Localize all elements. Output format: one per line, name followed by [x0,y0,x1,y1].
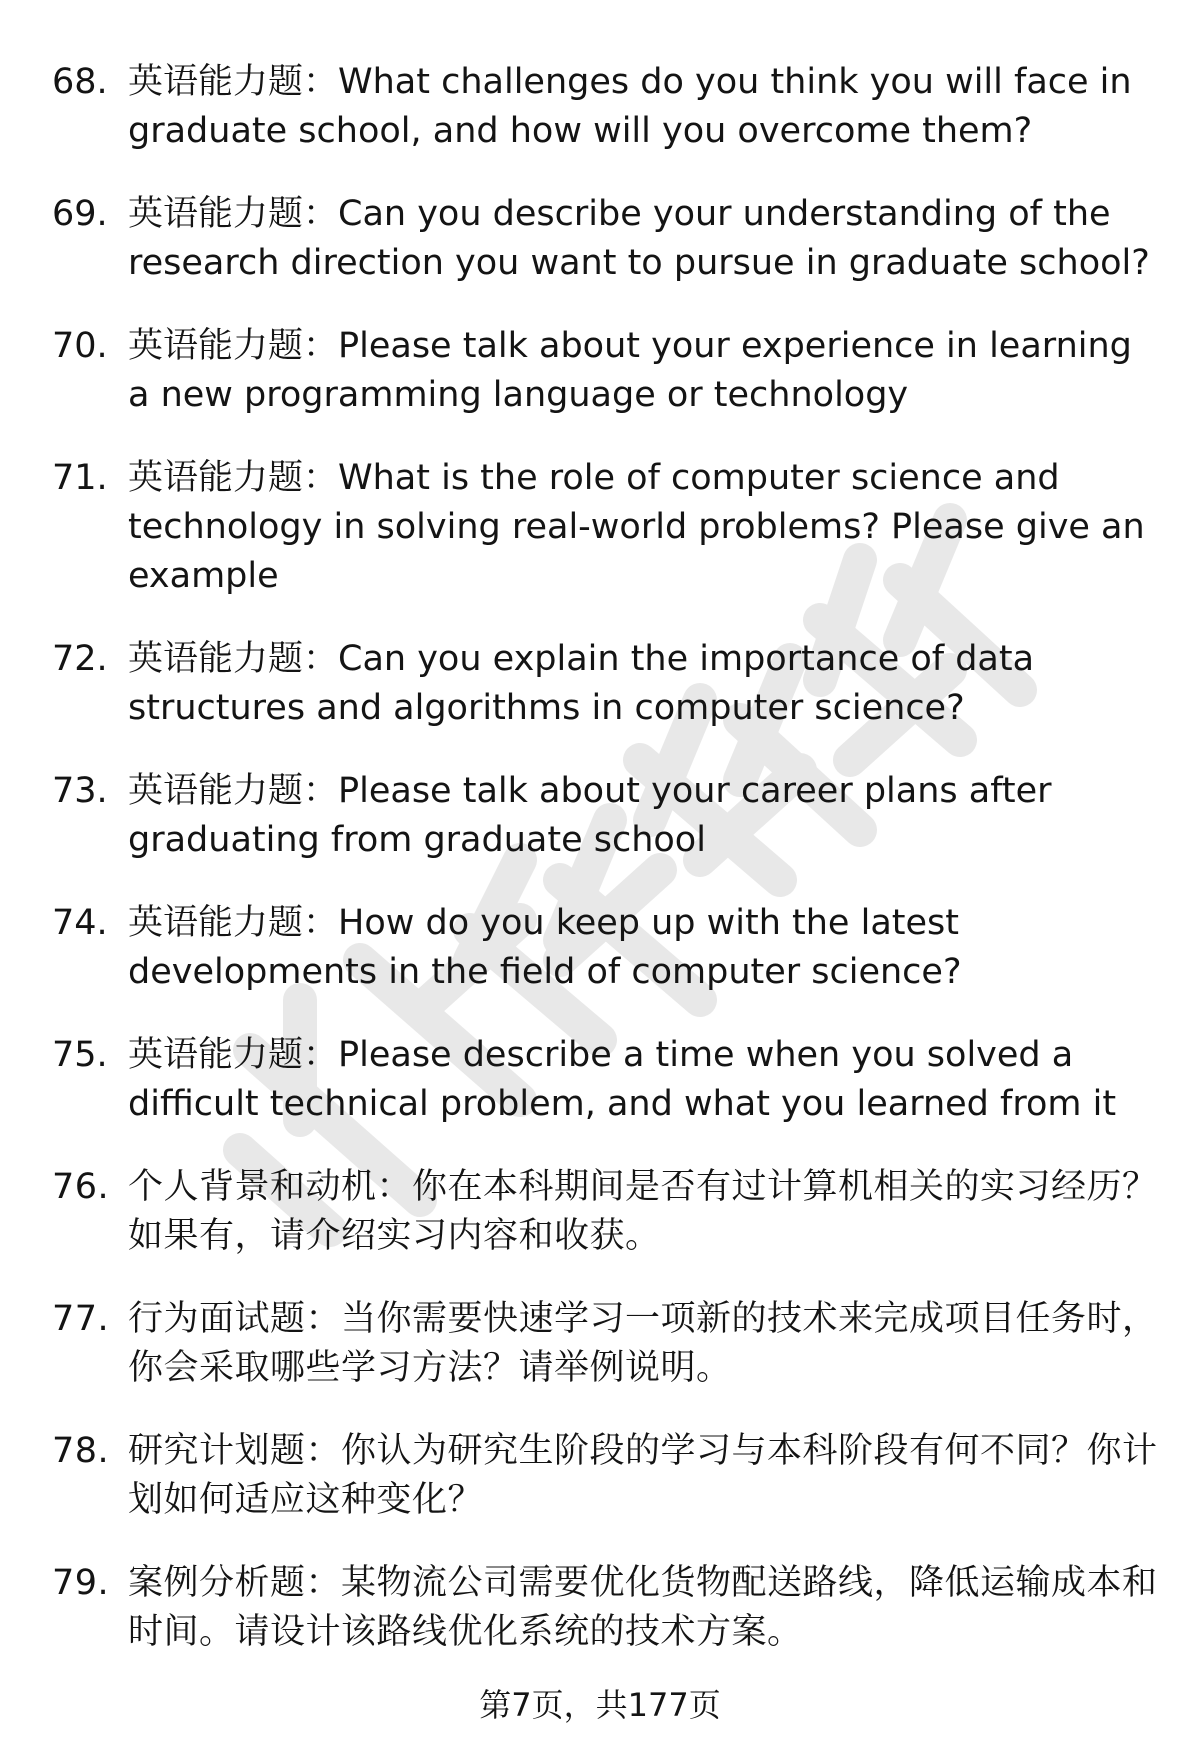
question-text: How do you keep up with the latest developments in the field of computer science? [128,903,962,992]
question-category: 行为面试题： [128,1299,342,1339]
question-text: Can you describe your understanding of the research direction you want to pursue in graduate school? [128,194,1150,283]
question-item [0,899,1200,997]
question-category: 英语能力题： [128,903,339,943]
question-category: 英语能力题： [128,326,339,366]
question-category: 英语能力题： [128,771,339,811]
question-category: 研究计划题： [128,1431,342,1471]
question-text: Can you explain the importance of data structures and algorithms in computer science? [128,639,1035,728]
question-number: 78. [52,1431,110,1471]
question-category: 案例分析题： [128,1563,342,1603]
question-number: 72. [52,639,108,679]
question-text: What challenges do you think you will face in graduate school, and how will you overcome them? [128,62,1132,151]
question-item [0,1295,1200,1393]
question-item [0,58,1200,156]
question-text: 你在本科期间是否有过计算机相关的实习经历？如果有，请介绍实习内容和收获。 [128,1167,1158,1256]
question-number: 74. [52,903,108,943]
page-number-label: 第7页，共177页 [479,1686,721,1724]
question-number: 75. [52,1035,108,1075]
question-item [0,1559,1200,1657]
question-number: 69. [52,194,108,234]
question-category: 英语能力题： [128,1035,339,1075]
question-item [0,322,1200,420]
question-number: 76. [52,1167,110,1207]
question-number: 70. [52,326,108,366]
question-text: 某物流公司需要优化货物配送路线，降低运输成本和时间。请设计该路线优化系统的技术方案。 [128,1563,1158,1652]
question-text: Please talk about your experience in learning a new programming language or technology [128,326,1132,415]
question-item [0,1427,1200,1525]
question-category: 英语能力题： [128,639,339,679]
question-item [0,454,1200,601]
question-number: 71. [52,458,108,498]
question-number: 73. [52,771,108,811]
question-category: 个人背景和动机： [128,1167,413,1207]
question-category: 英语能力题： [128,458,339,498]
question-list [0,58,1200,1691]
question-category: 英语能力题： [128,194,339,234]
question-text: 当你需要快速学习一项新的技术来完成项目任务时，你会采取哪些学习方法？请举例说明。 [128,1299,1158,1388]
question-number: 79. [52,1563,110,1603]
page-footer [0,1683,1200,1727]
question-text: What is the role of computer science and technology in solving real-world problems? Please give an example [128,458,1145,596]
question-item [0,1031,1200,1129]
question-item [0,190,1200,288]
question-item [0,1163,1200,1261]
question-number: 77. [52,1299,110,1339]
question-text: Please talk about your career plans after graduating from graduate school [128,771,1052,860]
question-number: 68. [52,62,108,102]
question-item [0,635,1200,733]
question-text: 你认为研究生阶段的学习与本科阶段有何不同？你计划如何适应这种变化？ [128,1431,1158,1520]
question-category: 英语能力题： [128,62,339,102]
question-text: Please describe a time when you solved a difficult technical problem, and what you learned from it [128,1035,1117,1124]
question-item [0,767,1200,865]
